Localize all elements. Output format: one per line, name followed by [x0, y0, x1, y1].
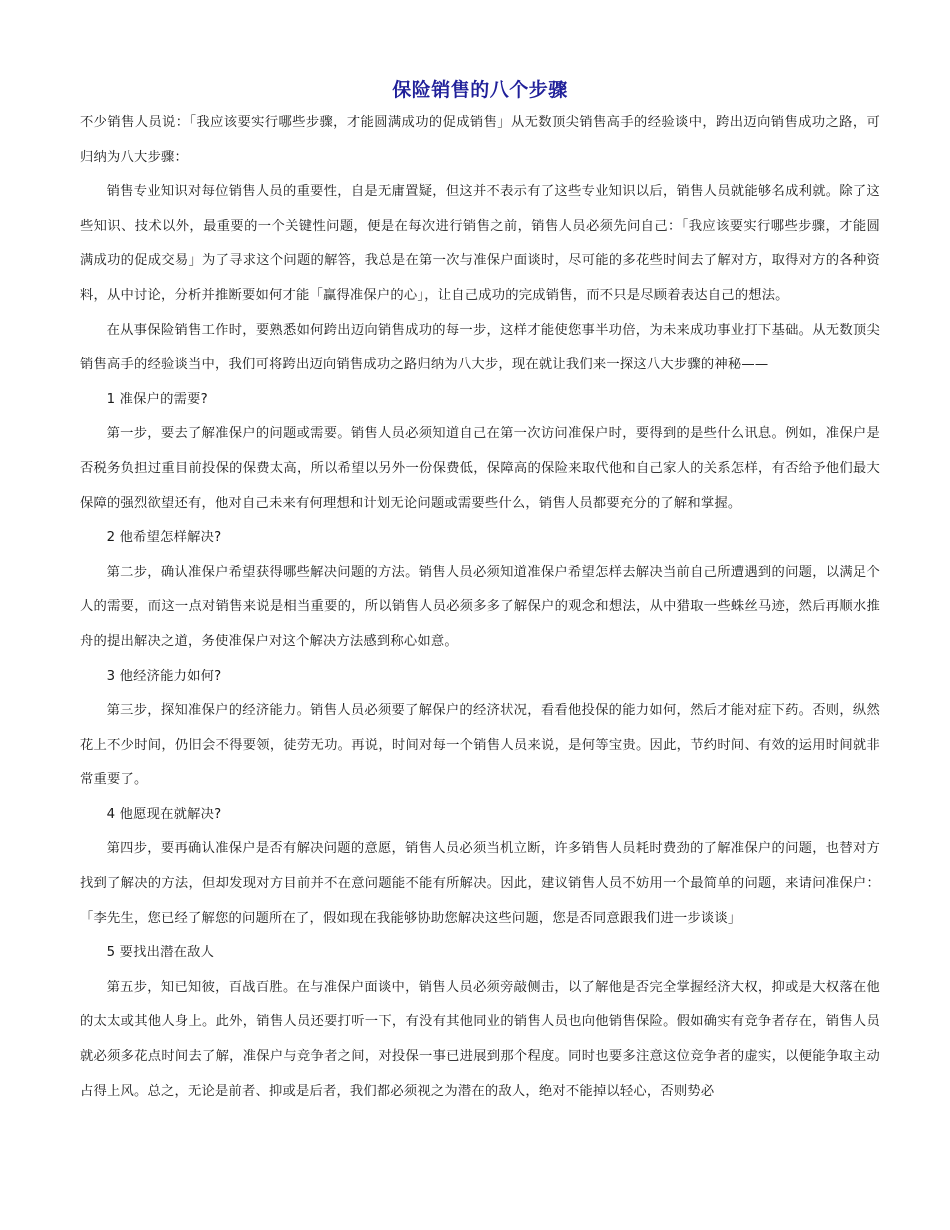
step-5-heading: 5 要找出潜在敌人 [106, 945, 215, 961]
body-paragraph-1: 销售专业知识对每位销售人员的重要性，自是无庸置疑，但这并不表示有了这些专业知识以后，销售人员就能够名成利就。除了这些知识、技术以外，最重要的一个关键性问题，便是在每次进行销售之前，销售人员必须先问自己：「我应该要实行哪些步骤，才能圆满成功的促成交易」为了寻求这个问题的解答，我总是在第一次与准保户面谈时，尽可能的多花些时间去了解对方，取得对方的各种资料，从中讨论，分析并推断要如何才能「赢得准保户的心」，让自己成功的完成销售，而不只是尽顾着表达自己的想法。 [80, 184, 880, 303]
step-3-body: 第三步，探知准保户的经济能力。销售人员必须要了解保户的经济状况，看看他投保的能力如何，然后才能对症下药。否则，纵然花上不少时间，仍旧会不得要领，徒劳无功。再说，时间对每一个销售人员来说，是何等宝贵。因此，节约时间、有效的运用时间就非常重要了。 [80, 703, 880, 788]
step-4-heading: 4 他愿现在就解决? [106, 806, 222, 822]
document-title: 保险销售的八个步骤 [392, 79, 568, 101]
step-4-body: 第四步，要再确认准保户是否有解决问题的意愿，销售人员必须当机立断，许多销售人员耗时费劲的了解准保户的问题，也替对方找到了解决的方法，但却发现对方目前并不在意问题能不能有所解决。因此，建议销售人员不妨用一个最简单的问题，来请问准保户：「李先生，您已经了解您的问题所在了，假如现在我能够协助您解决这些问题，您是否同意跟我们进一步谈谈」 [80, 841, 880, 926]
intro-paragraph: 不少销售人员说：「我应该要实行哪些步骤，才能圆满成功的促成销售」从无数顶尖销售高手的经验谈中，跨出迈向销售成功之路，可归纳为八大步骤： [80, 115, 880, 165]
document-page [80, 76, 880, 1109]
step-2-heading: 2 他希望怎样解决? [106, 530, 222, 546]
step-1-heading: 1 准保户的需要? [106, 391, 208, 407]
step-3-heading: 3 他经济能力如何? [106, 668, 222, 684]
step-2-body: 第二步，确认准保户希望获得哪些解决问题的方法。销售人员必须知道准保户希望怎样去解决当前自己所遭遇到的问题，以满足个人的需要，而这一点对销售来说是相当重要的，所以销售人员必须多多了解保户的观念和想法，从中猎取一些蛛丝马迹，然后再顺水推舟的提出解决之道，务使准保户对这个解决方法感到称心如意。 [80, 564, 880, 649]
body-paragraph-2: 在从事保险销售工作时，要熟悉如何跨出迈向销售成功的每一步，这样才能使您事半功倍，为未来成功事业打下基础。从无数顶尖销售高手的经验谈当中，我们可将跨出迈向销售成功之路归纳为八大步，现在就让我们来一探这八大步骤的神秘—— [80, 322, 880, 373]
step-5-body: 第五步，知已知彼，百战百胜。在与准保户面谈中，销售人员必须旁敲侧击，以了解他是否完全掌握经济大权，抑或是大权落在他的太太或其他人身上。此外，销售人员还要打听一下，有没有其他同业的销售人员也向他销售保险。假如确实有竞争者存在，销售人员就必须多花点时间去了解，准保户与竞争者之间，对投保一事已进展到那个程度。同时也要多注意这位竞争者的虚实，以便能争取主动占得上风。总之，无论是前者、抑或是后者，我们都必须视之为潜在的敌人，绝对不能掉以轻心，否则势必 [80, 979, 880, 1099]
step-1-body: 第一步，要去了解准保户的问题或需要。销售人员必须知道自己在第一次访问准保户时，要得到的是些什么讯息。例如，准保户是否税务负担过重目前投保的保费太高，所以希望以另外一份保费低，保障高的保险来取代他和自己家人的关系怎样，有否给予他们最大保障的强烈欲望还有，他对自己未来有何理想和计划无论问题或需要些什么，销售人员都要充分的了解和掌握。 [80, 426, 880, 511]
